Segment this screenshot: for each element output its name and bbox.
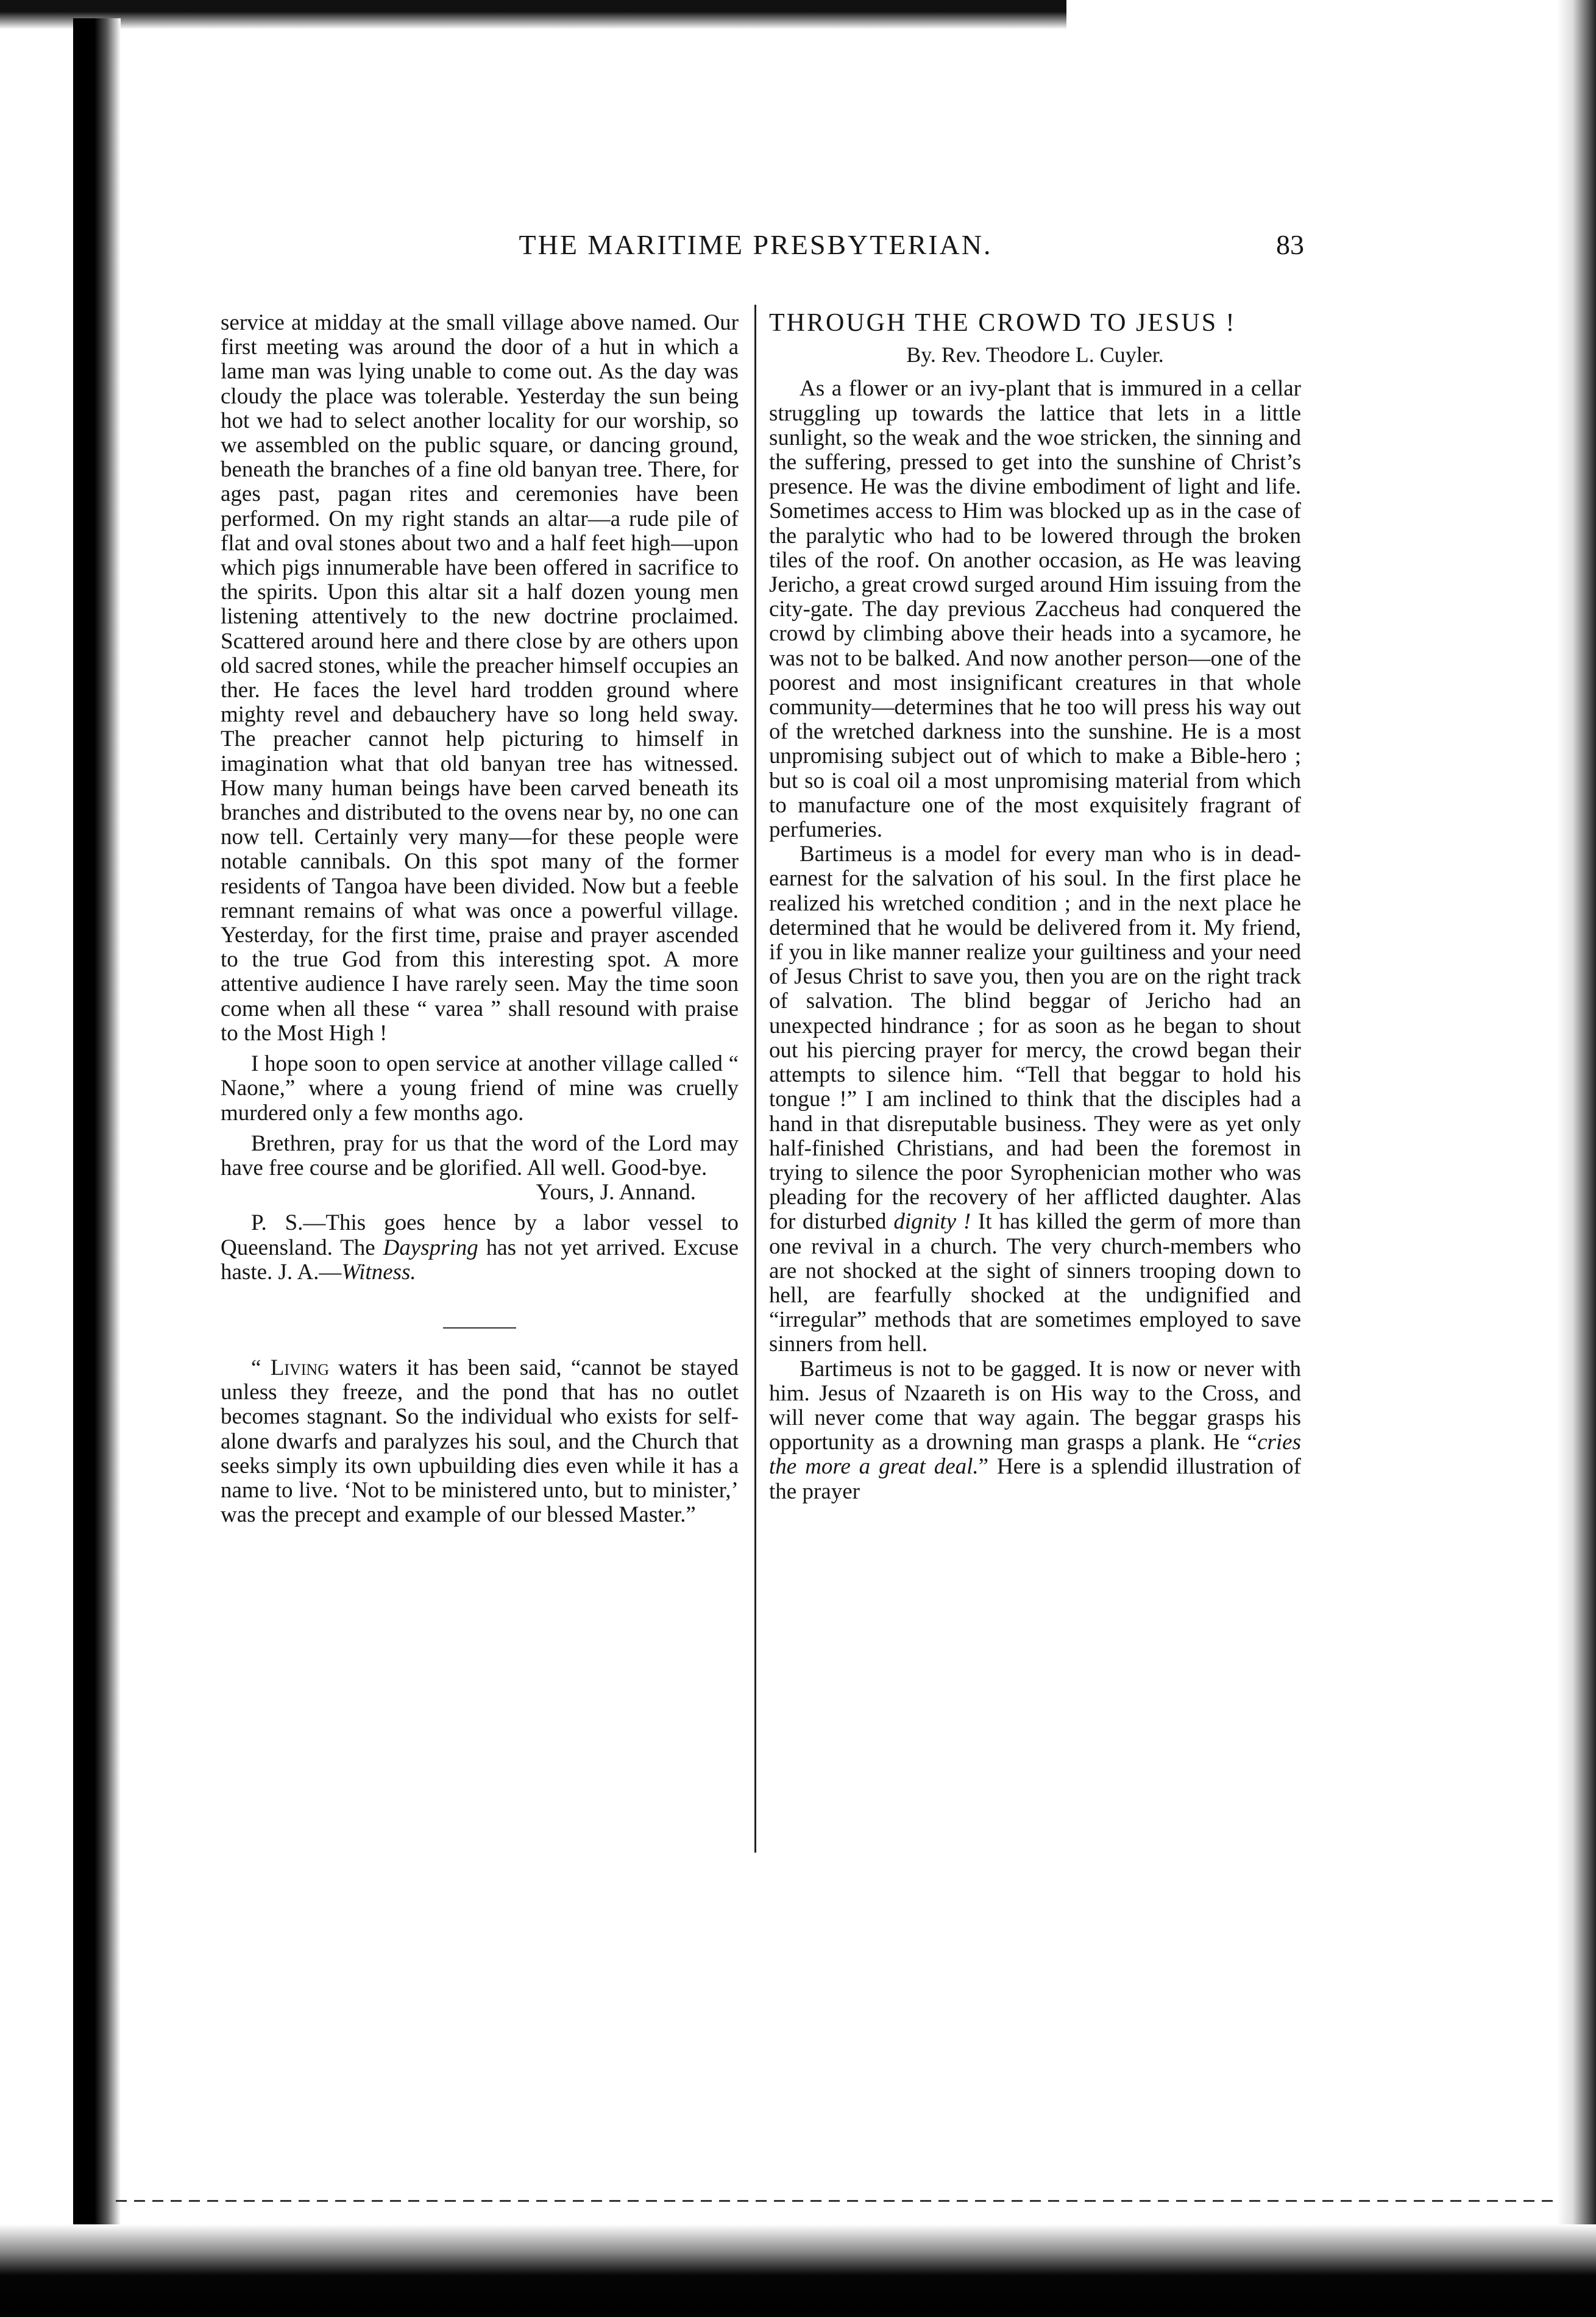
running-title: THE MARITIME PRESBYTERIAN. — [519, 229, 993, 260]
letter-signoff: Yours, J. Annand. — [536, 1180, 696, 1205]
scan-bottom-rule — [116, 2200, 1554, 2202]
left-column — [221, 311, 739, 1527]
ship-name: Dayspring — [383, 1235, 478, 1260]
column-divider — [754, 305, 756, 1853]
quote-lead-word: Living — [270, 1355, 329, 1380]
article-byline: By. Rev. Theodore L. Cuyler. — [906, 342, 1164, 367]
article-paragraph-3 — [769, 1357, 1301, 1504]
right-column — [769, 311, 1301, 1504]
postscript — [221, 1211, 739, 1285]
quote-open: “ — [251, 1355, 271, 1380]
letter-paragraph-3: Brethren, pray for us that the word of the Lord may have free course and be glorified. All well. Good-bye. — [221, 1130, 739, 1180]
article-title: THROUGH THE CROWD TO JESUS ! — [769, 309, 1236, 337]
page-header — [207, 229, 1304, 271]
letter-paragraph-1: service at midday at the small village above named. Our first meeting was around the door of a hut in which a lame man was lying unable to come out. As the day was cloudy the place was tolerable. Yesterday the sun being hot we had to select another locality for our worship, so we assembled on the public square, or dancing ground, beneath the branches of a fine old banyan tree. There, for ages past, pagan rites and ceremonies have been performed. On my right stands an altar—a rude pile of flat and oval stones about two and a half feet high—upon which pigs innumerable have been offered in sacrifice to the spirits. Upon this altar sit a half dozen young men listening attentively to the new doctrine proclaimed. Scattered around here and there close by are others upon old sacred stones, while the preacher himself occupies an ther. He faces the level hard trodden ground where mighty revel and debauchery have so long held sway. The preacher cannot help picturing to himself in imagination what that old banyan tree has witnessed. How many human beings have been carved beneath its branches and distributed to the ovens near by, no one can now tell. Certainly very many—for these people were notable cannibals. On this spot many of the former residents of Tangoa have been divided. Now but a feeble remnant remains of what was once a powerful village. Yesterday, for the first time, praise and prayer ascended to the true God from this interesting spot. A more attentive audience I have rarely seen. May the time soon come when all these “ varea ” shall resound with praise to the Most High ! — [221, 310, 739, 1046]
emphasis-cries: cries the more a great deal. — [769, 1430, 1301, 1480]
article-paragraph-3-text: Bartimeus is not to be gagged. It is now or never with him. Jesus of Nzaareth is on His way to the Cross, and will never come that way again. The beggar grasps his opportunity as a drowning man grasps a plank. He “ — [769, 1356, 1301, 1455]
scan-top-edge — [0, 0, 1066, 29]
postscript-text-2: has not yet arrived. Excuse haste. J. A.— — [221, 1235, 739, 1285]
letter-paragraph-2: I hope soon to open service at another village called “ Naone,” where a young friend of mine was cruelly murdered only a few months ago. — [221, 1051, 739, 1126]
section-rule — [443, 1327, 516, 1329]
source-credit: Witness. — [341, 1259, 416, 1285]
article-paragraph-2 — [769, 842, 1301, 1357]
scan-left-binding-edge — [73, 18, 121, 2291]
article-paragraph-2-text: Bartimeus is a model for every man who is in dead-earnest for the salvation of his soul. In the first place he realized his wretched condition ; and in the next place he determined that he would be delivered from it. My friend, if you in like manner realize your guiltiness and your need of Jesus Christ to save you, then you are on the right track of salvation. The blind beggar of Jericho had an unexpected hindrance ; for as soon as he began to shout out his piercing prayer for mercy, the crowd began their attempts to silence him. “Tell that beggar to hold his tongue !” I am inclined to think that the disciples had a hand in that disreputable business. They were as yet only half-finished Christians, and had been the foremost in trying to silence the poor Syrophenician mother who was pleading for the recovery of her afflicted daughter. Alas for disturbed — [769, 842, 1301, 1235]
emphasis-dignity: dignity ! — [893, 1209, 971, 1235]
article-paragraph-2-tail: It has killed the germ of more than one revival in a church. The very church-members who are not shocked at the sight of sinners trooping down to hell, are fearfully shocked at the undignified and “irregular” methods that are sometimes employed to save sinners from hell. — [769, 1209, 1301, 1357]
postscript-text: P. S.—This goes hence by a labor vessel to Queensland. The — [221, 1210, 739, 1260]
article-paragraph-1: As a flower or an ivy-plant that is immured in a cellar struggling up towards the lattice that lets in a little sunlight, so the weak and the woe stricken, the sinning and the suffering, pressed to get into the sunshine of Christ’s presence. He was the divine embodiment of light and life. Sometimes access to Him was blocked up as in the case of the paralytic who had to be lowered through the broken tiles of the roof. On another occasion, as He was leaving Jericho, a great crowd surged around Him issuing from the city-gate. The day previous Zaccheus had conquered the crowd by climbing above their heads into a sycamore, he was not to be balked. And now another person—one of the poorest and most insignificant creatures in that whole community—determines that he too will press his way out of the wretched darkness into the sunshine. He is a most unpromising subject out of which to make a Bible-hero ; but so is coal oil a most unpromising material from which to manufacture one of the most exquisitely fragrant of perfumeries. — [769, 376, 1301, 843]
article-paragraph-3-tail: ” Here is a splendid illustration of the prayer — [769, 1454, 1301, 1504]
scan-right-edge — [1557, 0, 1596, 2317]
living-waters-quote — [221, 1356, 739, 1527]
page-number: 83 — [1276, 229, 1304, 260]
quote-body: waters it has been said, “cannot be stayed unless they freeze, and the pond that has no outlet becomes stagnant. So the individual who exists for self-alone dwarfs and paralyzes his soul, and the Church that seeks simply its own upbuilding dies even while it has a name to live. ‘Not to be ministered unto, but to minister,’ was the precept and example of our blessed Master.” — [221, 1355, 739, 1528]
scan-bottom-edge — [0, 2224, 1596, 2317]
